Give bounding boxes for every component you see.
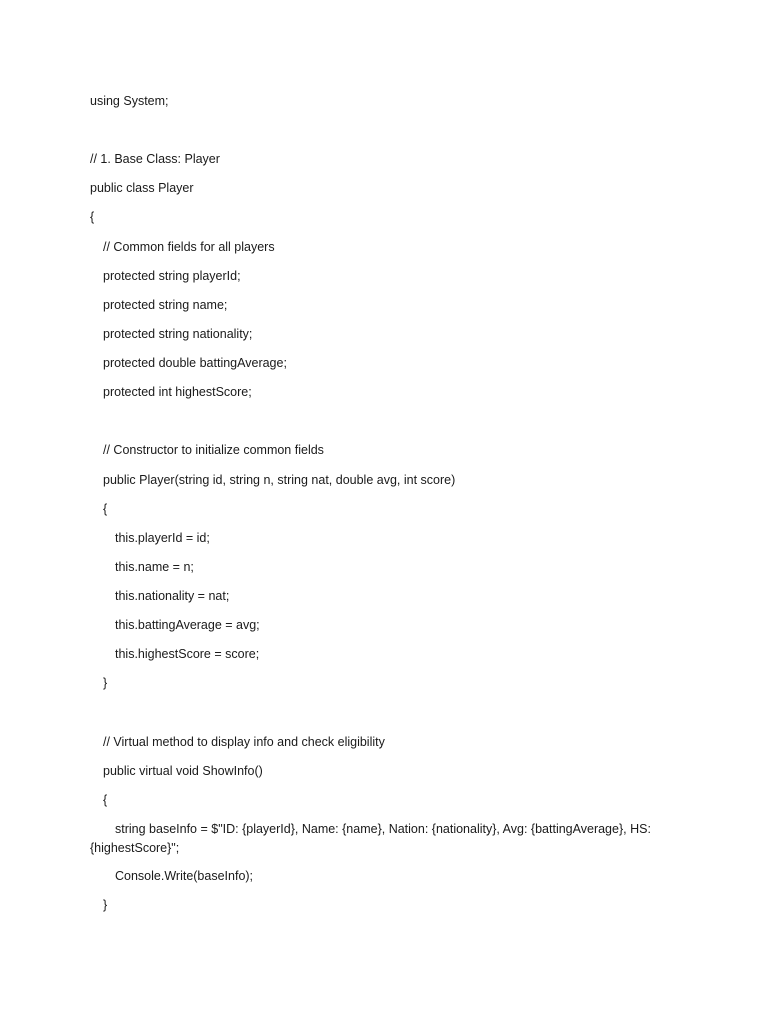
code-field-playerid: protected string playerId; [103, 269, 241, 283]
code-line-class-declaration: public class Player [90, 181, 194, 195]
code-field-name: protected string name; [103, 298, 228, 312]
code-line-showinfo-signature: public virtual void ShowInfo() [103, 764, 263, 778]
code-line-baseinfo: string baseInfo = $"ID: {playerId}, Name: {name}, Nation: {nationality}, Avg: {battingAverage}, HS: {highestScore}"; [90, 822, 651, 855]
code-assign-highest-score: this.highestScore = score; [115, 647, 260, 661]
code-comment-virtual-method: // Virtual method to display info and check eligibility [103, 735, 385, 749]
code-assign-name: this.name = n; [115, 560, 194, 574]
code-constructor-close-brace: } [103, 676, 108, 690]
code-line-constructor-signature: public Player(string id, string n, string nat, double avg, int score) [103, 473, 456, 487]
code-comment-fields: // Common fields for all players [103, 240, 275, 254]
code-line-console-write: Console.Write(baseInfo); [115, 869, 254, 883]
code-open-brace: { [90, 210, 95, 224]
code-assign-batting-average: this.battingAverage = avg; [115, 618, 260, 632]
code-showinfo-open-brace: { [103, 793, 108, 807]
code-assign-playerid: this.playerId = id; [115, 531, 210, 545]
code-line-using: using System; [90, 94, 169, 108]
code-comment-base-class: // 1. Base Class: Player [90, 152, 220, 166]
code-assign-nationality: this.nationality = nat; [115, 589, 230, 603]
code-showinfo-close-brace: } [103, 898, 108, 912]
code-field-nationality: protected string nationality; [103, 327, 253, 341]
code-field-batting-average: protected double battingAverage; [103, 356, 287, 370]
code-comment-constructor: // Constructor to initialize common fields [103, 443, 324, 457]
code-field-highest-score: protected int highestScore; [103, 385, 252, 399]
code-constructor-open-brace: { [103, 502, 108, 516]
